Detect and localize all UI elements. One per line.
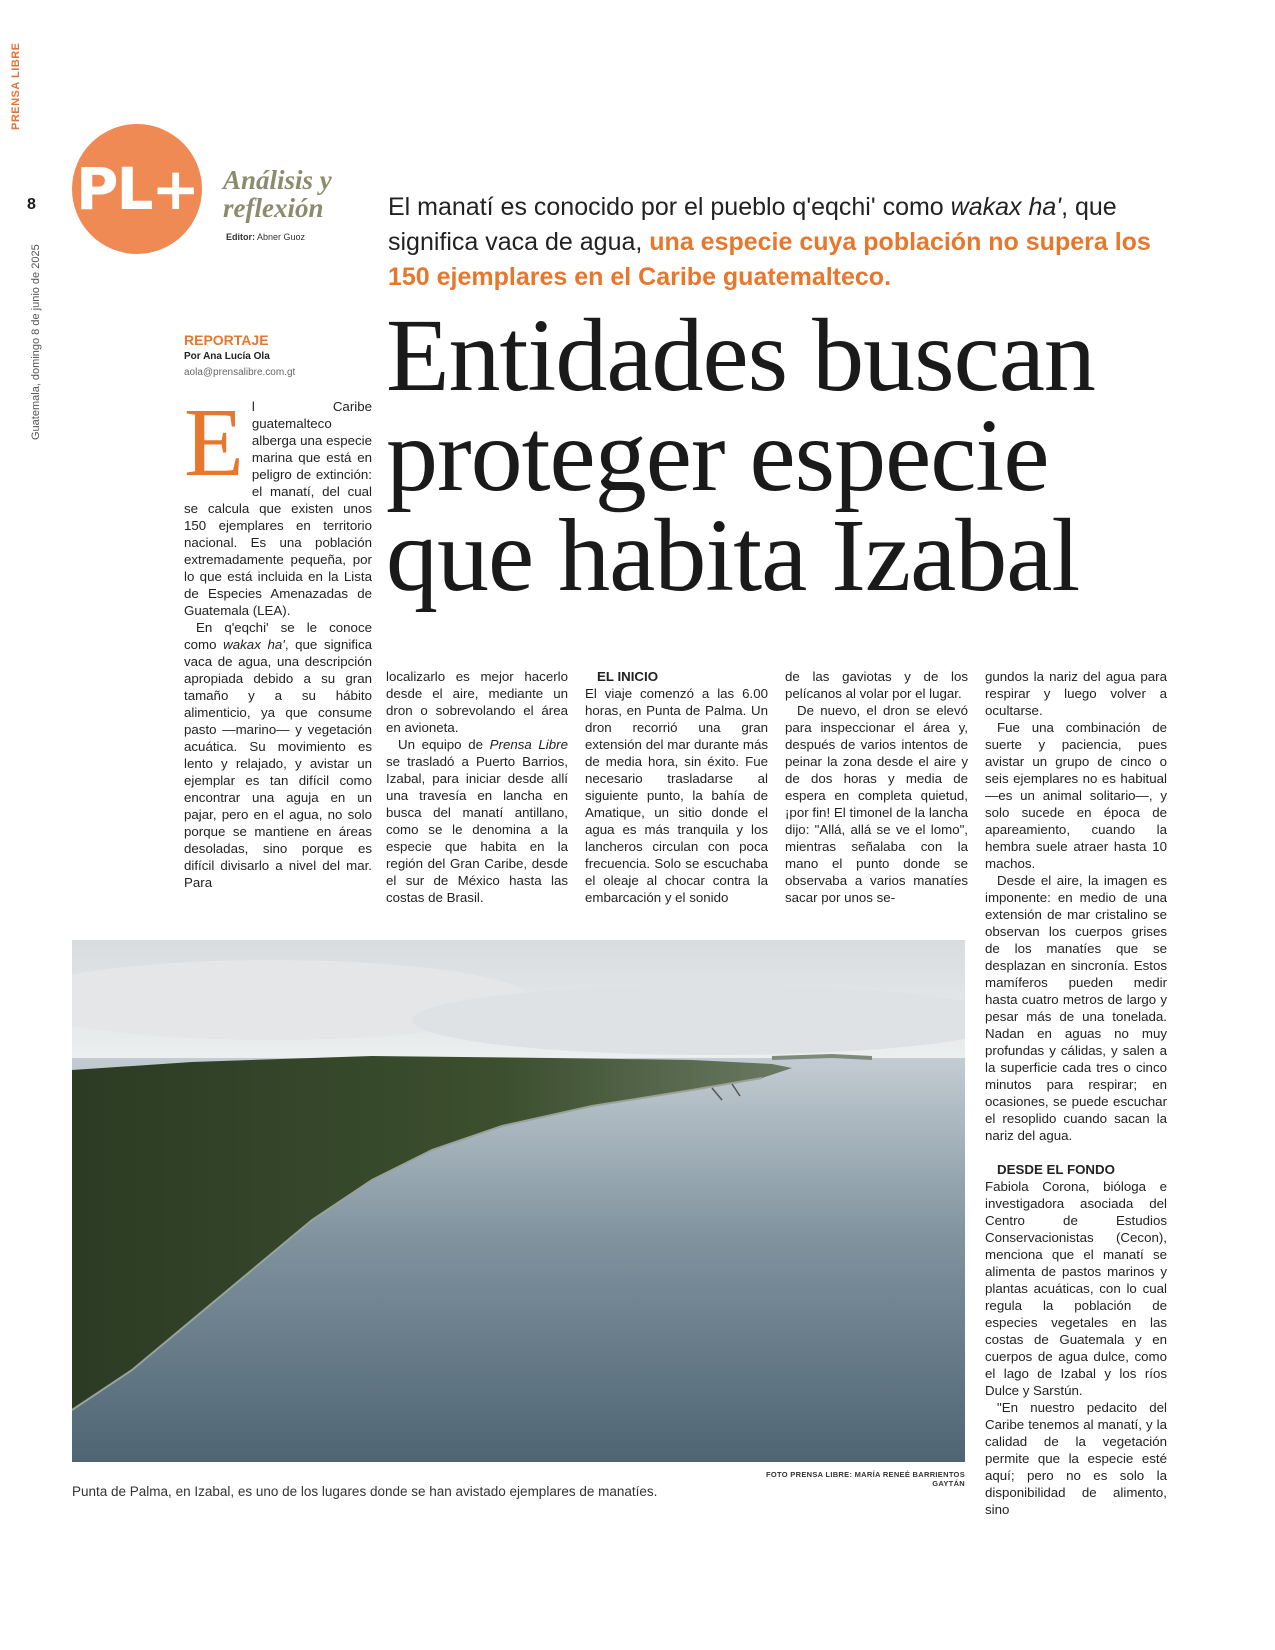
paragraph-text: En q'eqchi' se le conoce como [184, 620, 372, 652]
deck-text-2: , que significa vaca de agua, [388, 193, 1117, 256]
photo-credit: FOTO PRENSA LIBRE: MARÍA RENEÉ BARRIENTOS GAYTÁN [766, 1470, 965, 1488]
paragraph-text: , que significa vaca de agua, una descripción apropiada debido a su gran tamaño y a su hábito alimenticio, ya que consume pasto —marino— y vegetación acuática. Su movimiento es lento y relajado, y avistar un ejemplar es tan difícil como encontrar una aguja en un pajar, pero en el agua, no solo porque se mantiene en áreas desoladas, sino porque es difícil divisarlo a nivel del mar. Para [184, 637, 372, 890]
paragraph-italic: Prensa Libre [489, 737, 568, 752]
section-title-line2: reflexión [223, 193, 324, 223]
drop-cap: E [184, 389, 244, 497]
author-email[interactable]: aola@prensalibre.com.gt [184, 367, 296, 378]
paragraph-text: l Caribe guatemalteco alberga una especie marina que está en peligro de extinción: el manatí, del cual se calcula que existen unos 150 ejemplares en territorio nacional. Es una población extremadamente pequeña, por lo que está incluida en la Lista de Especies Amenazadas de Guatemala (LEA). [184, 399, 372, 618]
body-paragraph: De nuevo, el dron se elevó para inspeccionar el área y, después de varios intentos de peinar la zona desde el aire y de dos horas y media de espera en completa quietud, ¡por fin! El timonel de la lancha dijo: "Allá, allá se ve el lomo", mientras señalaba con la mano el punto donde se observaba a varios manatíes sacar por unos se- [785, 703, 968, 905]
editor-credit [226, 232, 305, 242]
paragraph-text: Un equipo de [398, 737, 490, 752]
photo-caption: Punta de Palma, en Izabal, es uno de los lugares donde se han avistado ejemplares de manatíes. [72, 1484, 658, 1499]
headline-line3: que habita Izabal [386, 498, 1080, 613]
body-paragraph [184, 619, 372, 891]
article-kicker: REPORTAJE [184, 332, 269, 348]
body-paragraph: Desde el aire, la imagen es imponente: en medio de una extensión de mar cristalino se observan los cuerpos grises de los manatíes que se desplazan en sincronía. Estos mamíferos pueden medir hasta cuatro metros de largo y pesar más de una tonelada. Nadan en aguas no muy profundas y cálidas, y salen a la superficie cada tres o cinco minutos para respirar; en ocasiones, se puede escuchar el resoplido cuando sacan la nariz del agua. [985, 873, 1167, 1143]
body-paragraph [184, 389, 372, 619]
headline [386, 298, 1246, 613]
aerial-coast-photo [72, 940, 965, 1462]
body-paragraph: Fue una combinación de suerte y paciencia, pues avistar un grupo de cinco o seis ejemplares no es habitual —es un animal solitario—, y solo sucede en época de apareamiento, cuando la hembra suele atraer hasta 10 machos. [985, 720, 1167, 871]
body-column-1 [184, 389, 372, 891]
author-byline: Por Ana Lucía Ola [184, 351, 270, 362]
editor-label: Editor: [226, 232, 255, 242]
editor-name: Abner Guoz [257, 232, 306, 242]
body-paragraph: El viaje comenzó a las 6.00 horas, en Punta de Palma. Un dron recorrió una gran extensión del mar durante más de media hora, sin éxito. Fue necesario trasladarse al siguiente punto, la bahía de Amatique, un sitio donde el agua es más tranquila y los lancheros circulan con poca frecuencia. Solo se escuchaba el oleaje al chocar contra la embarcación y el sonido [585, 686, 768, 905]
body-column-5 [985, 668, 1167, 1518]
body-paragraph: Fabiola Corona, bióloga e investigadora asociada del Centro de Estudios Conservacionistas (Cecon), menciona que el manatí se alimenta de pastos marinos y plantas acuáticas, con lo cual regula la población de especies vegetales en las costas de Guatemala y en cuerpos de agua dulce, como el lago de Izabal y los ríos Dulce y Sarstún. [985, 1179, 1167, 1398]
issue-date: Guatemala, domingo 8 de junio de 2025 [30, 244, 42, 440]
deck-highlight: una especie cuya población no supera los 150 ejemplares en el Caribe guatemalteco. [388, 228, 1151, 291]
body-column-4 [785, 668, 968, 906]
body-paragraph [386, 736, 568, 906]
body-paragraph: "En nuestro pedacito del Caribe tenemos al manatí, y la calidad de la vegetación permite que la especie esté aquí; pero no es solo la disponibilidad de alimento, sino [985, 1400, 1167, 1517]
aerial-coast-illustration [72, 940, 965, 1462]
headline-line2: proteger especie [386, 398, 1049, 513]
body-column-3 [585, 668, 768, 906]
subhead: DESDE EL FONDO [997, 1162, 1115, 1177]
paragraph-italic: wakax ha' [223, 637, 285, 652]
headline-line1: Entidades buscan [386, 298, 1095, 413]
section-title-line1: Análisis y [223, 165, 332, 195]
section-logo-text: PL+ [75, 155, 199, 223]
page-number: 8 [27, 196, 36, 213]
body-paragraph: localizarlo es mejor hacerlo desde el aire, mediante un dron o sobrevolando el área en avioneta. [386, 669, 568, 735]
subhead: EL INICIO [597, 669, 659, 684]
deck-italic: wakax ha' [950, 193, 1062, 221]
body-column-2 [386, 668, 568, 906]
brand-vertical: PRENSA LIBRE [10, 42, 22, 130]
section-logo [72, 124, 202, 254]
section-title [223, 166, 332, 222]
paragraph-text: se trasladó a Puerto Barrios, Izabal, para iniciar desde allí una travesía en lancha en busca del manatí antillano, como se le denomina a la especie que habita en la región del Gran Caribe, desde el sur de México hasta las costas de Brasil. [386, 754, 568, 905]
deck-text-1: El manatí es conocido por el pueblo q'eqchi' como [388, 193, 951, 221]
body-paragraph: gundos la nariz del agua para respirar y luego volver a ocultarse. [985, 669, 1167, 718]
body-paragraph: de las gaviotas y de los pelícanos al volar por el lugar. [785, 669, 968, 701]
article-deck [388, 190, 1188, 295]
